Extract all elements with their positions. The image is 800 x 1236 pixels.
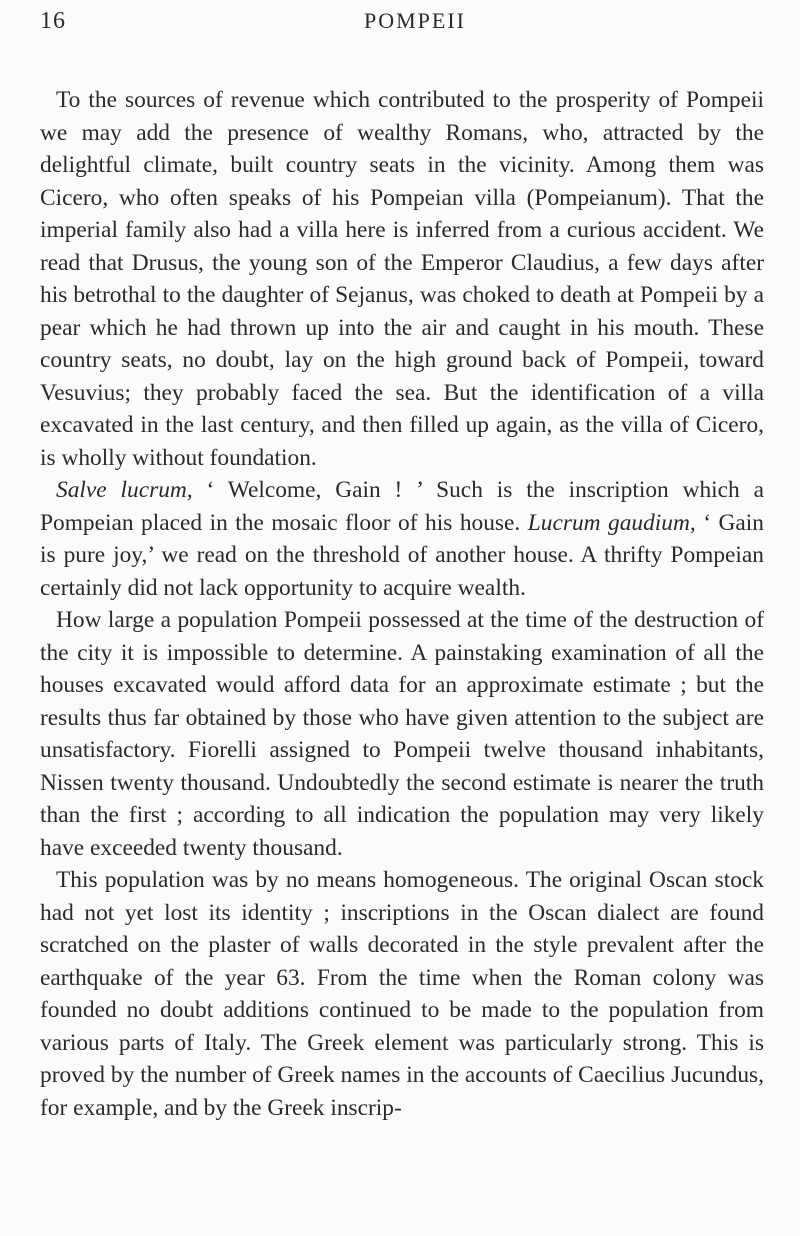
running-head: POMPEII [363, 8, 466, 33]
paragraph-population: How large a population Pompeii possessed at the time of the destruction of the city it is impossible to determine. A painstaking examination of all the houses excavated would afford data for an approximate estimate ; but the results thus far obtained by those who have given attention to the subject are unsatisfactory. Fiorelli assigned to Pompeii twelve thousand inhabitants, Nissen twenty thousand. Undoubtedly the second estimate is nearer the truth than the first ; according to all indication the population may very likely have exceeded twenty thousand. [40, 607, 764, 861]
latin-phrase-lucrum-gaudium: Lucrum gaudium, [527, 509, 696, 536]
paragraph-lucrum-text-1: ‘ Welcome, Gain ! ’ Such is the inscription which a Pompeian placed in the mosaic floor of his house. [40, 477, 764, 536]
latin-phrase-salve-lucrum: Salve lucrum, [56, 477, 193, 503]
paragraph-homogeneity: This population was by no means homogeneous. The original Oscan stock had not yet lost its identity ; inscriptions in the Oscan dialect are found scratched on the plaster of walls decorated in the style prevalent after the earthquake of the year 63. From the time when the Roman colony was founded no doubt additions continued to be made to the population from various parts of Italy. The Greek element was particularly strong. This is proved by the number of Greek names in the accounts of Caecilius Jucundus, for example, and by the Greek inscrip- [40, 867, 764, 1121]
paragraph-revenue: To the sources of revenue which contributed to the prosperity of Pompeii we may add the presence of wealthy Romans, who, attracted by the delightful climate, built country seats in the vicinity. Among them was Cicero, who often speaks of his Pompeian villa (Pompeianum). That the imperial family also had a villa here is inferred from a curious accident. We read that Drusus, the young son of the Emperor Claudius, a few days after his betrothal to the daughter of Sejanus, was choked to death at Pompeii by a pear which he had thrown up into the air and caught in his mouth. These country seats, no doubt, lay on the high ground back of Pompeii, toward Vesuvius; they probably faced the sea. But the identification of a villa excavated in the last century, and then filled up again, as the villa of Cicero, is wholly without foundation. [40, 87, 764, 471]
page-number: 16 [40, 8, 66, 34]
body-text [40, 84, 764, 1124]
page-header [0, 0, 800, 60]
paragraph-lucrum-text-2: ‘ Gain is pure joy,’ we read on the threshold of another house. A thrifty Pompeian certainly did not lack opportunity to acquire wealth. [40, 509, 764, 601]
paragraph-lucrum [40, 474, 764, 604]
